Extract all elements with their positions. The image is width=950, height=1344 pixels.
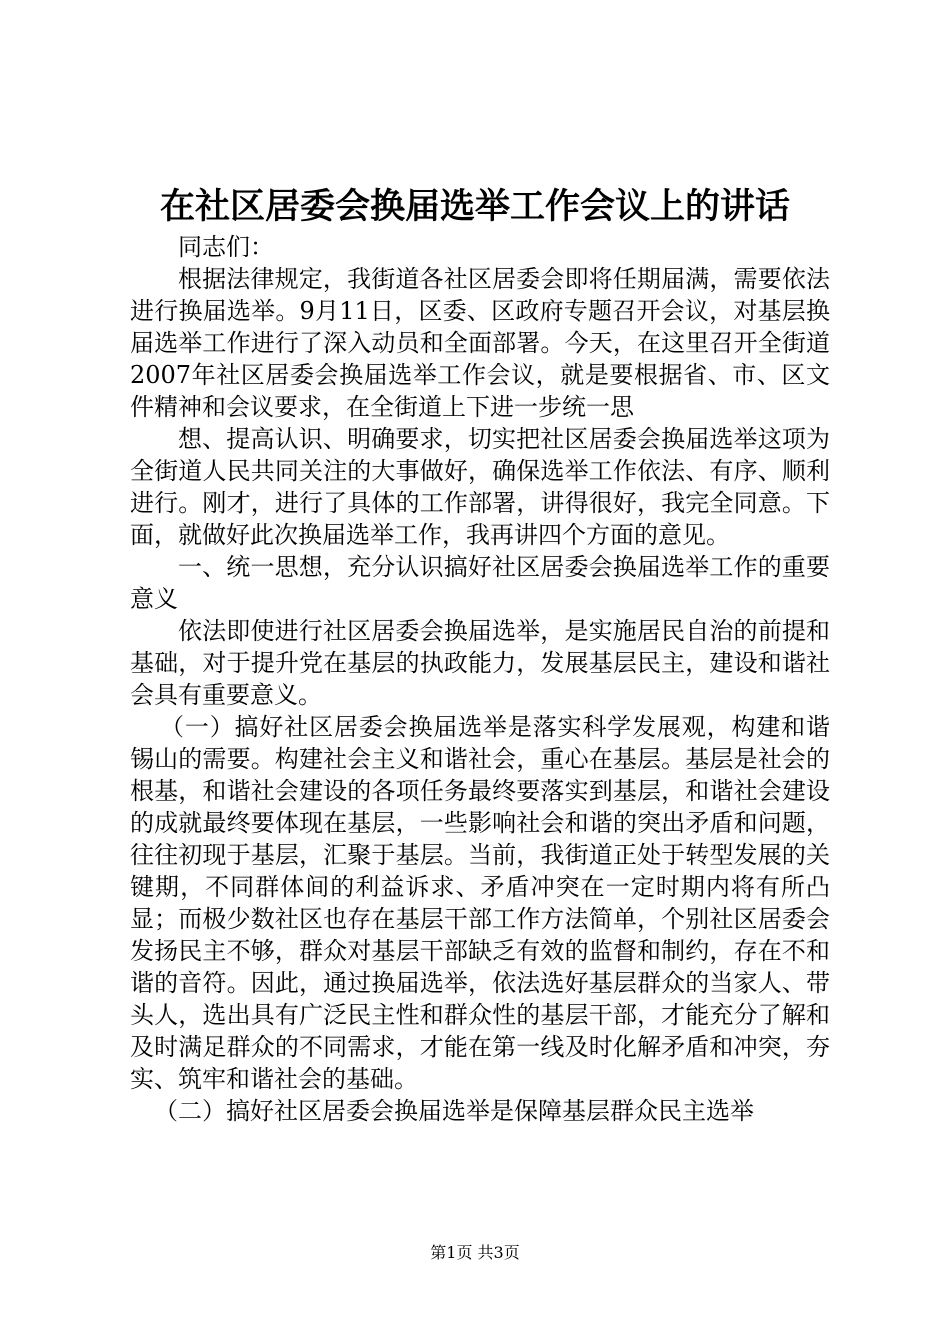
- document-body: [130, 231, 830, 1127]
- paragraph-intro-continued: 想、提高认识、明确要求，切实把社区居委会换届选举这项为全街道人民共同关注的大事做好，确保选举工作依法、有序、顺利进行。刚才，进行了具体的工作部署，讲得很好，我完全同意。下面，就做好此次换届选举工作，我再讲四个方面的意见。: [130, 425, 830, 549]
- paragraph-significance: 依法即使进行社区居委会换届选举，是实施居民自治的前提和基础，对于提升党在基层的执政能力，发展基层民主，建设和谐社会具有重要意义。: [130, 617, 830, 709]
- paragraph-subsection-two: （二）搞好社区居委会换届选举是保障基层群众民主选举: [154, 1097, 754, 1125]
- paragraph-intro: 根据法律规定，我街道各社区居委会即将任期届满，需要依法进行换届选举。9月11日，区委、区政府专题召开会议，对基层换届选举工作进行了深入动员和全面部署。今天，在这里召开全街道2007年社区居委会换届选举工作会议，就是要根据省、市、区文件精神和会议要求，在全街道上下进一步统一思: [130, 265, 830, 421]
- section-heading-one: 一、统一思想，充分认识搞好社区居委会换届选举工作的重要意义: [130, 553, 830, 613]
- document-title: 在社区居委会换届选举工作会议上的讲话: [159, 186, 790, 227]
- page-number-footer: 第1页 共3页: [430, 1243, 520, 1262]
- paragraph-subsection-one: （一）搞好社区居委会换届选举是落实科学发展观，构建和谐锡山的需要。构建社会主义和谐社会，重心在基层。基层是社会的根基，和谐社会建设的各项任务最终要落实到基层，和谐社会建设的成就最终要体现在基层，一些影响社会和谐的突出矛盾和问题，往往初现于基层，汇聚于基层。当前，我街道正处于转型发展的关键期，不同群体间的利益诉求、矛盾冲突在一定时期内将有所凸显；而极少数社区也存在基层干部工作方法简单，个别社区居委会发扬民主不够，群众对基层干部缺乏有效的监督和制约，存在不和谐的音符。因此，通过换届选举，依法选好基层群众的当家人、带头人，选出具有广泛民主性和群众性的基层干部，才能充分了解和及时满足群众的不同需求，才能在第一线及时化解矛盾和冲突，夯实、筑牢和谐社会的基础。: [130, 713, 830, 1093]
- paragraph-greeting: 同志们：: [178, 233, 274, 261]
